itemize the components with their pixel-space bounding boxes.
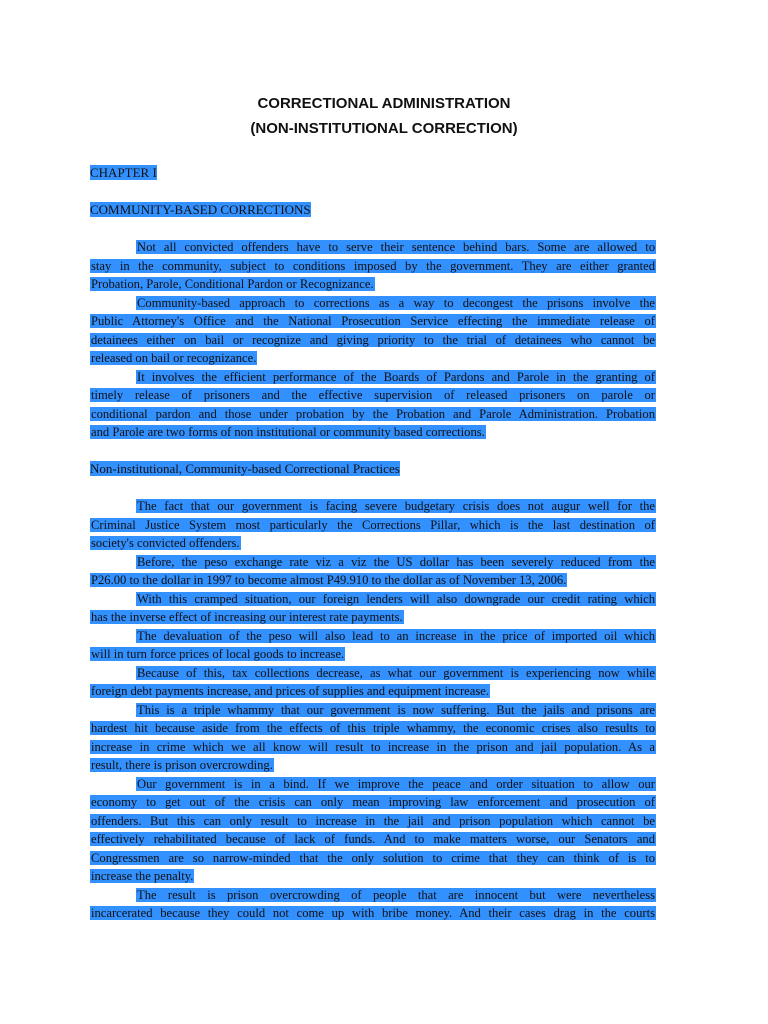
section-heading-non-institutional: Non-institutional, Community-based Correctional Practices [90, 461, 400, 476]
chapter-heading: CHAPTER I [90, 165, 157, 180]
text-line: Because of this, tax collections decrease, as what our government is experiencing now while [137, 666, 655, 680]
text-line: will in turn force prices of local goods to increase. [91, 647, 345, 661]
text-line: conditional pardon and those under probation by the Probation and Parole Administration. Probation [91, 407, 655, 421]
text-line: has the inverse effect of increasing our interest rate payments. [91, 610, 403, 624]
text-line: The fact that our government is facing severe budgetary crisis does not augur well for the [137, 499, 655, 513]
document-title: CORRECTIONAL ADMINISTRATION [257, 95, 511, 112]
text-line: released on bail or recognizance. [91, 351, 257, 365]
text-line: result, there is prison overcrowding. [91, 758, 273, 772]
text-line: Criminal Justice System most particularly the Corrections Pillar, which is the last destination of [91, 518, 655, 532]
text-line: It involves the efficient performance of the Boards of Pardons and Parole in the granting of [137, 370, 655, 384]
text-line: increase the penalty. [91, 869, 194, 883]
text-line: society's convicted offenders. [91, 536, 240, 550]
text-line: timely release of prisoners and the effective supervision of released prisoners on parole or [91, 388, 655, 402]
text-line: increase in crime which we all know will result to increase in the prison and jail population. As a [91, 740, 655, 754]
text-line: foreign debt payments increase, and prices of supplies and equipment increase. [91, 684, 489, 698]
text-line: detainees either on bail or recognize and giving priority to the trial of detainees who cannot be [91, 333, 655, 347]
document-subtitle: (NON-INSTITUTIONAL CORRECTION) [250, 120, 518, 137]
text-line: With this cramped situation, our foreign lenders will also downgrade our credit rating which [137, 592, 655, 606]
text-line: Probation, Parole, Conditional Pardon or Recognizance. [91, 277, 374, 291]
text-line: Before, the peso exchange rate viz a viz the US dollar has been severely reduced from the [137, 555, 655, 569]
text-line: incarcerated because they could not come up with bribe money. And their cases drag in the courts [91, 906, 655, 920]
text-line: stay in the community, subject to conditions imposed by the government. They are either granted [91, 259, 655, 273]
text-line: offenders. But this can only result to increase in the jail and prison population which cannot be [91, 814, 655, 828]
text-line: hardest hit because aside from the effects of this triple whammy, the economic crises also results to [91, 721, 655, 735]
text-line: This is a triple whammy that our government is now suffering. But the jails and prisons are [137, 703, 655, 717]
text-line: Not all convicted offenders have to serve their sentence behind bars. Some are allowed to [137, 240, 655, 254]
section-heading-community-based: COMMUNITY-BASED CORRECTIONS [90, 202, 311, 217]
text-line: Congressmen are so narrow-minded that the only solution to crime that they can think of is to [91, 851, 655, 865]
text-line: The devaluation of the peso will also lead to an increase in the price of imported oil which [137, 629, 655, 643]
text-line: Our government is in a bind. If we improve the peace and order situation to allow our [137, 777, 655, 791]
text-line: The result is prison overcrowding of people that are innocent but were nevertheless [137, 888, 655, 902]
text-line: effectively rehabilitated because of lack of funds. And to make matters worse, our Senators and [91, 832, 655, 846]
text-line: P26.00 to the dollar in 1997 to become almost P49.910 to the dollar as of November 13, 2006. [91, 573, 567, 587]
text-line: Public Attorney's Office and the National Prosecution Service effecting the immediate release of [91, 314, 655, 328]
text-line: Community-based approach to corrections as a way to decongest the prisons involve the [137, 296, 655, 310]
text-line: economy to get out of the crisis can only mean improving law enforcement and prosecution of [91, 795, 655, 809]
text-line: and Parole are two forms of non institutional or community based corrections. [91, 425, 485, 439]
